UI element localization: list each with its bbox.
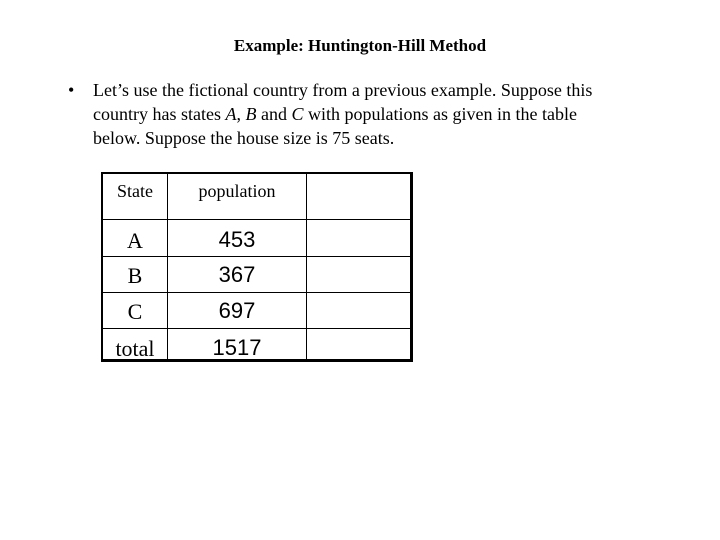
- bullet-line-2-part-b: ,: [236, 104, 246, 124]
- table-divider-row-1: [103, 256, 410, 257]
- bullet-line-2-part-d: with populations as given in the table: [303, 104, 577, 124]
- table-divider-col-2: [306, 174, 307, 359]
- table-header-population: population: [198, 181, 276, 201]
- bullet-line-2: [93, 102, 668, 126]
- bullet-line-1: Let’s use the fictional country from a previous example. Suppose this: [93, 80, 593, 100]
- table-cell-population-a: 453: [218, 227, 256, 252]
- population-table: [101, 172, 413, 362]
- state-c-ref: C: [291, 104, 304, 124]
- state-a-ref: A: [225, 104, 237, 124]
- table-header-state: State: [117, 181, 153, 201]
- bullet-line-2-part-a: country has states: [93, 104, 226, 124]
- table-cell-population-c: 697: [218, 298, 256, 323]
- table-divider-row-3: [103, 328, 410, 329]
- state-b-ref: B: [245, 104, 257, 124]
- table-cell-population-b: 367: [218, 262, 256, 287]
- table-cell-state-total: total: [115, 336, 155, 361]
- table-cell-state-c: C: [127, 299, 143, 324]
- bullet-line-3: below. Suppose the house size is 75 seats.: [93, 128, 395, 148]
- table-cell-population-total: 1517: [212, 335, 262, 360]
- table-cell-state-b: B: [127, 263, 143, 288]
- table-cell-state-a: A: [127, 228, 143, 253]
- bullet-line-2-part-c: and: [256, 104, 292, 124]
- bullet-point-icon: •: [68, 80, 75, 100]
- bullet-text: [93, 78, 668, 150]
- slide-title: Example: Huntington-Hill Method: [233, 36, 487, 55]
- table-divider-row-2: [103, 292, 410, 293]
- table-divider-header: [103, 219, 410, 220]
